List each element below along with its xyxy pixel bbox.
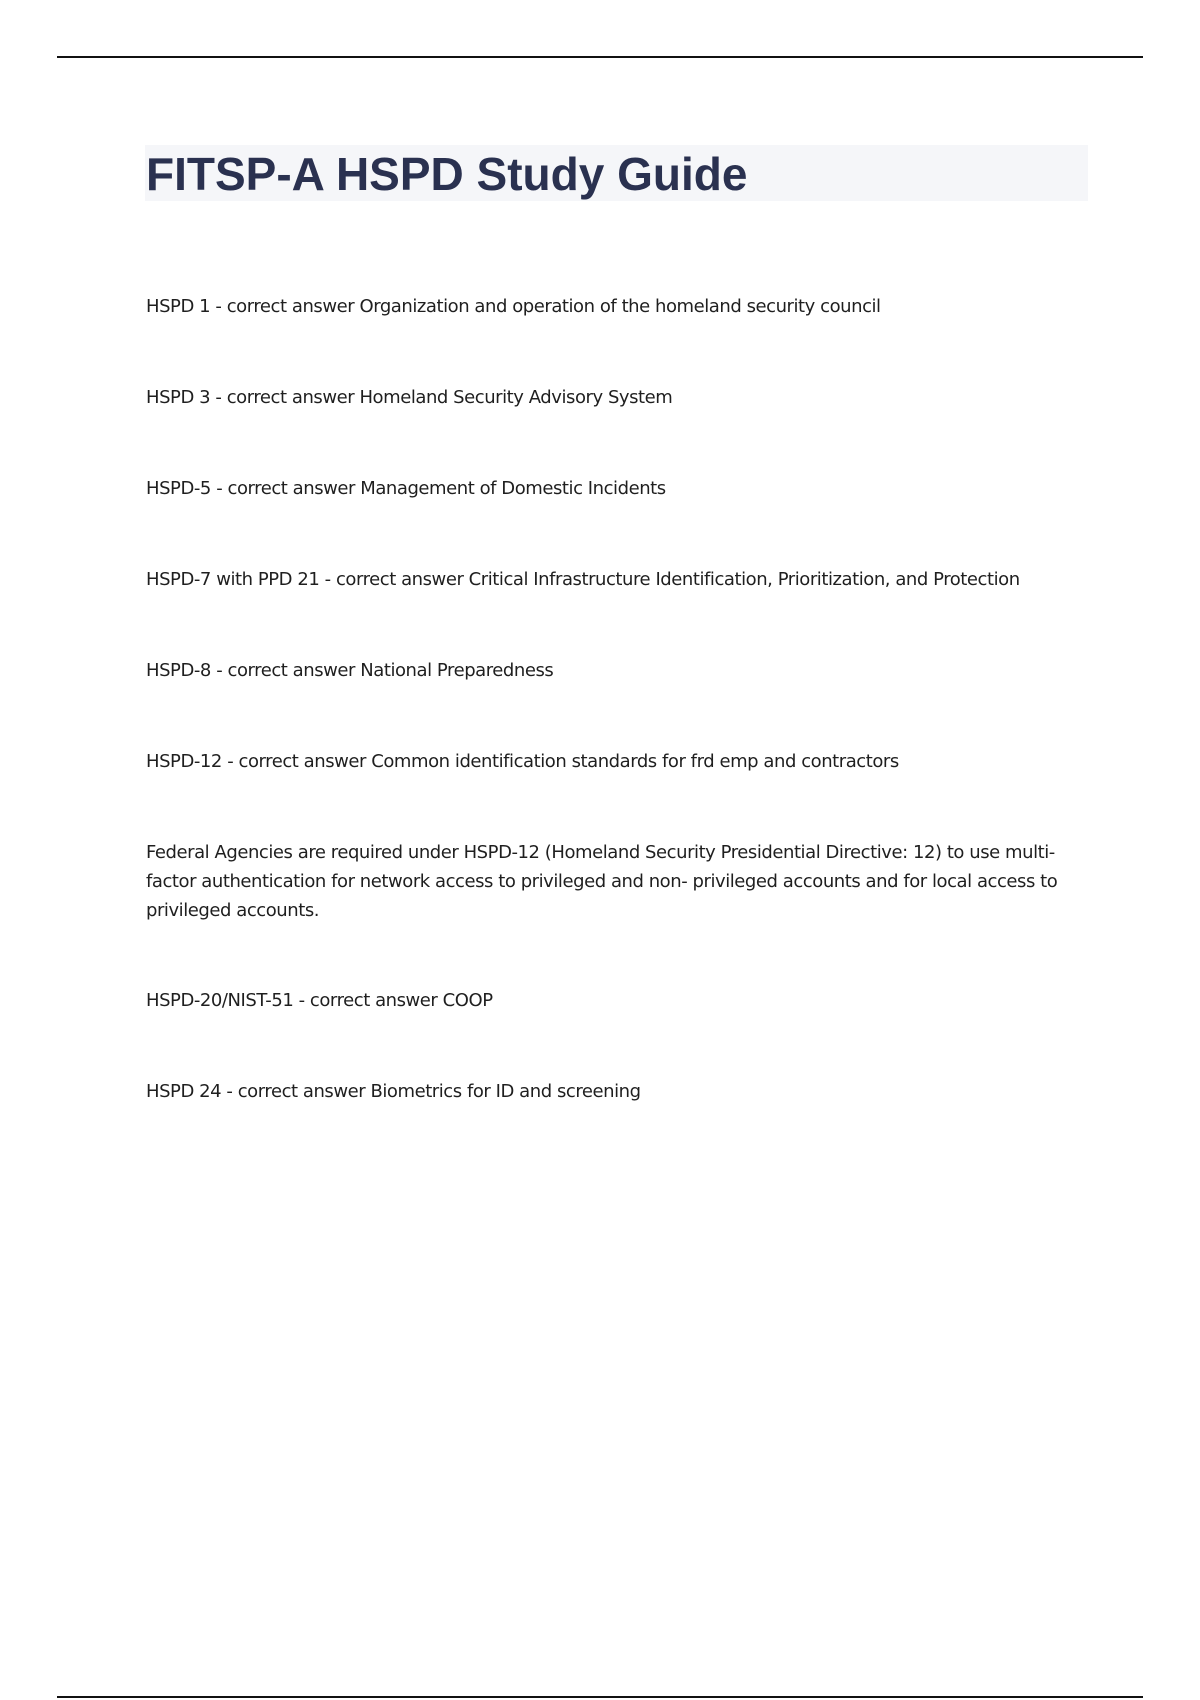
study-entry-hspd-12: HSPD-12 - correct answer Common identification standards for frd emp and contractors [146, 751, 899, 772]
page-title: FITSP-A HSPD Study Guide [146, 148, 748, 200]
study-entry-hspd-5: HSPD-5 - correct answer Management of Domestic Incidents [146, 478, 666, 499]
study-entry-hspd-8: HSPD-8 - correct answer National Preparedness [146, 660, 554, 681]
study-entry-hspd-24: HSPD 24 - correct answer Biometrics for ID and screening [146, 1081, 641, 1102]
footer-rule [57, 1696, 1143, 1698]
study-entry-hspd-3: HSPD 3 - correct answer Homeland Security Advisory System [146, 387, 673, 408]
study-entry-hspd-1: HSPD 1 - correct answer Organization and operation of the homeland security council [146, 296, 881, 317]
study-entry-hspd-7: HSPD-7 with PPD 21 - correct answer Critical Infrastructure Identification, Prioritization, and Protection [146, 569, 1020, 590]
header-rule [57, 56, 1143, 58]
study-entry-hspd-20: HSPD-20/NIST-51 - correct answer COOP [146, 990, 493, 1011]
study-entry-hspd-12-note: Federal Agencies are required under HSPD-12 (Homeland Security Presidential Directive: 12) to use multi-factor authentication for network access to privileged and non- privileged accounts and for local access to privileged accounts. [146, 842, 1058, 921]
